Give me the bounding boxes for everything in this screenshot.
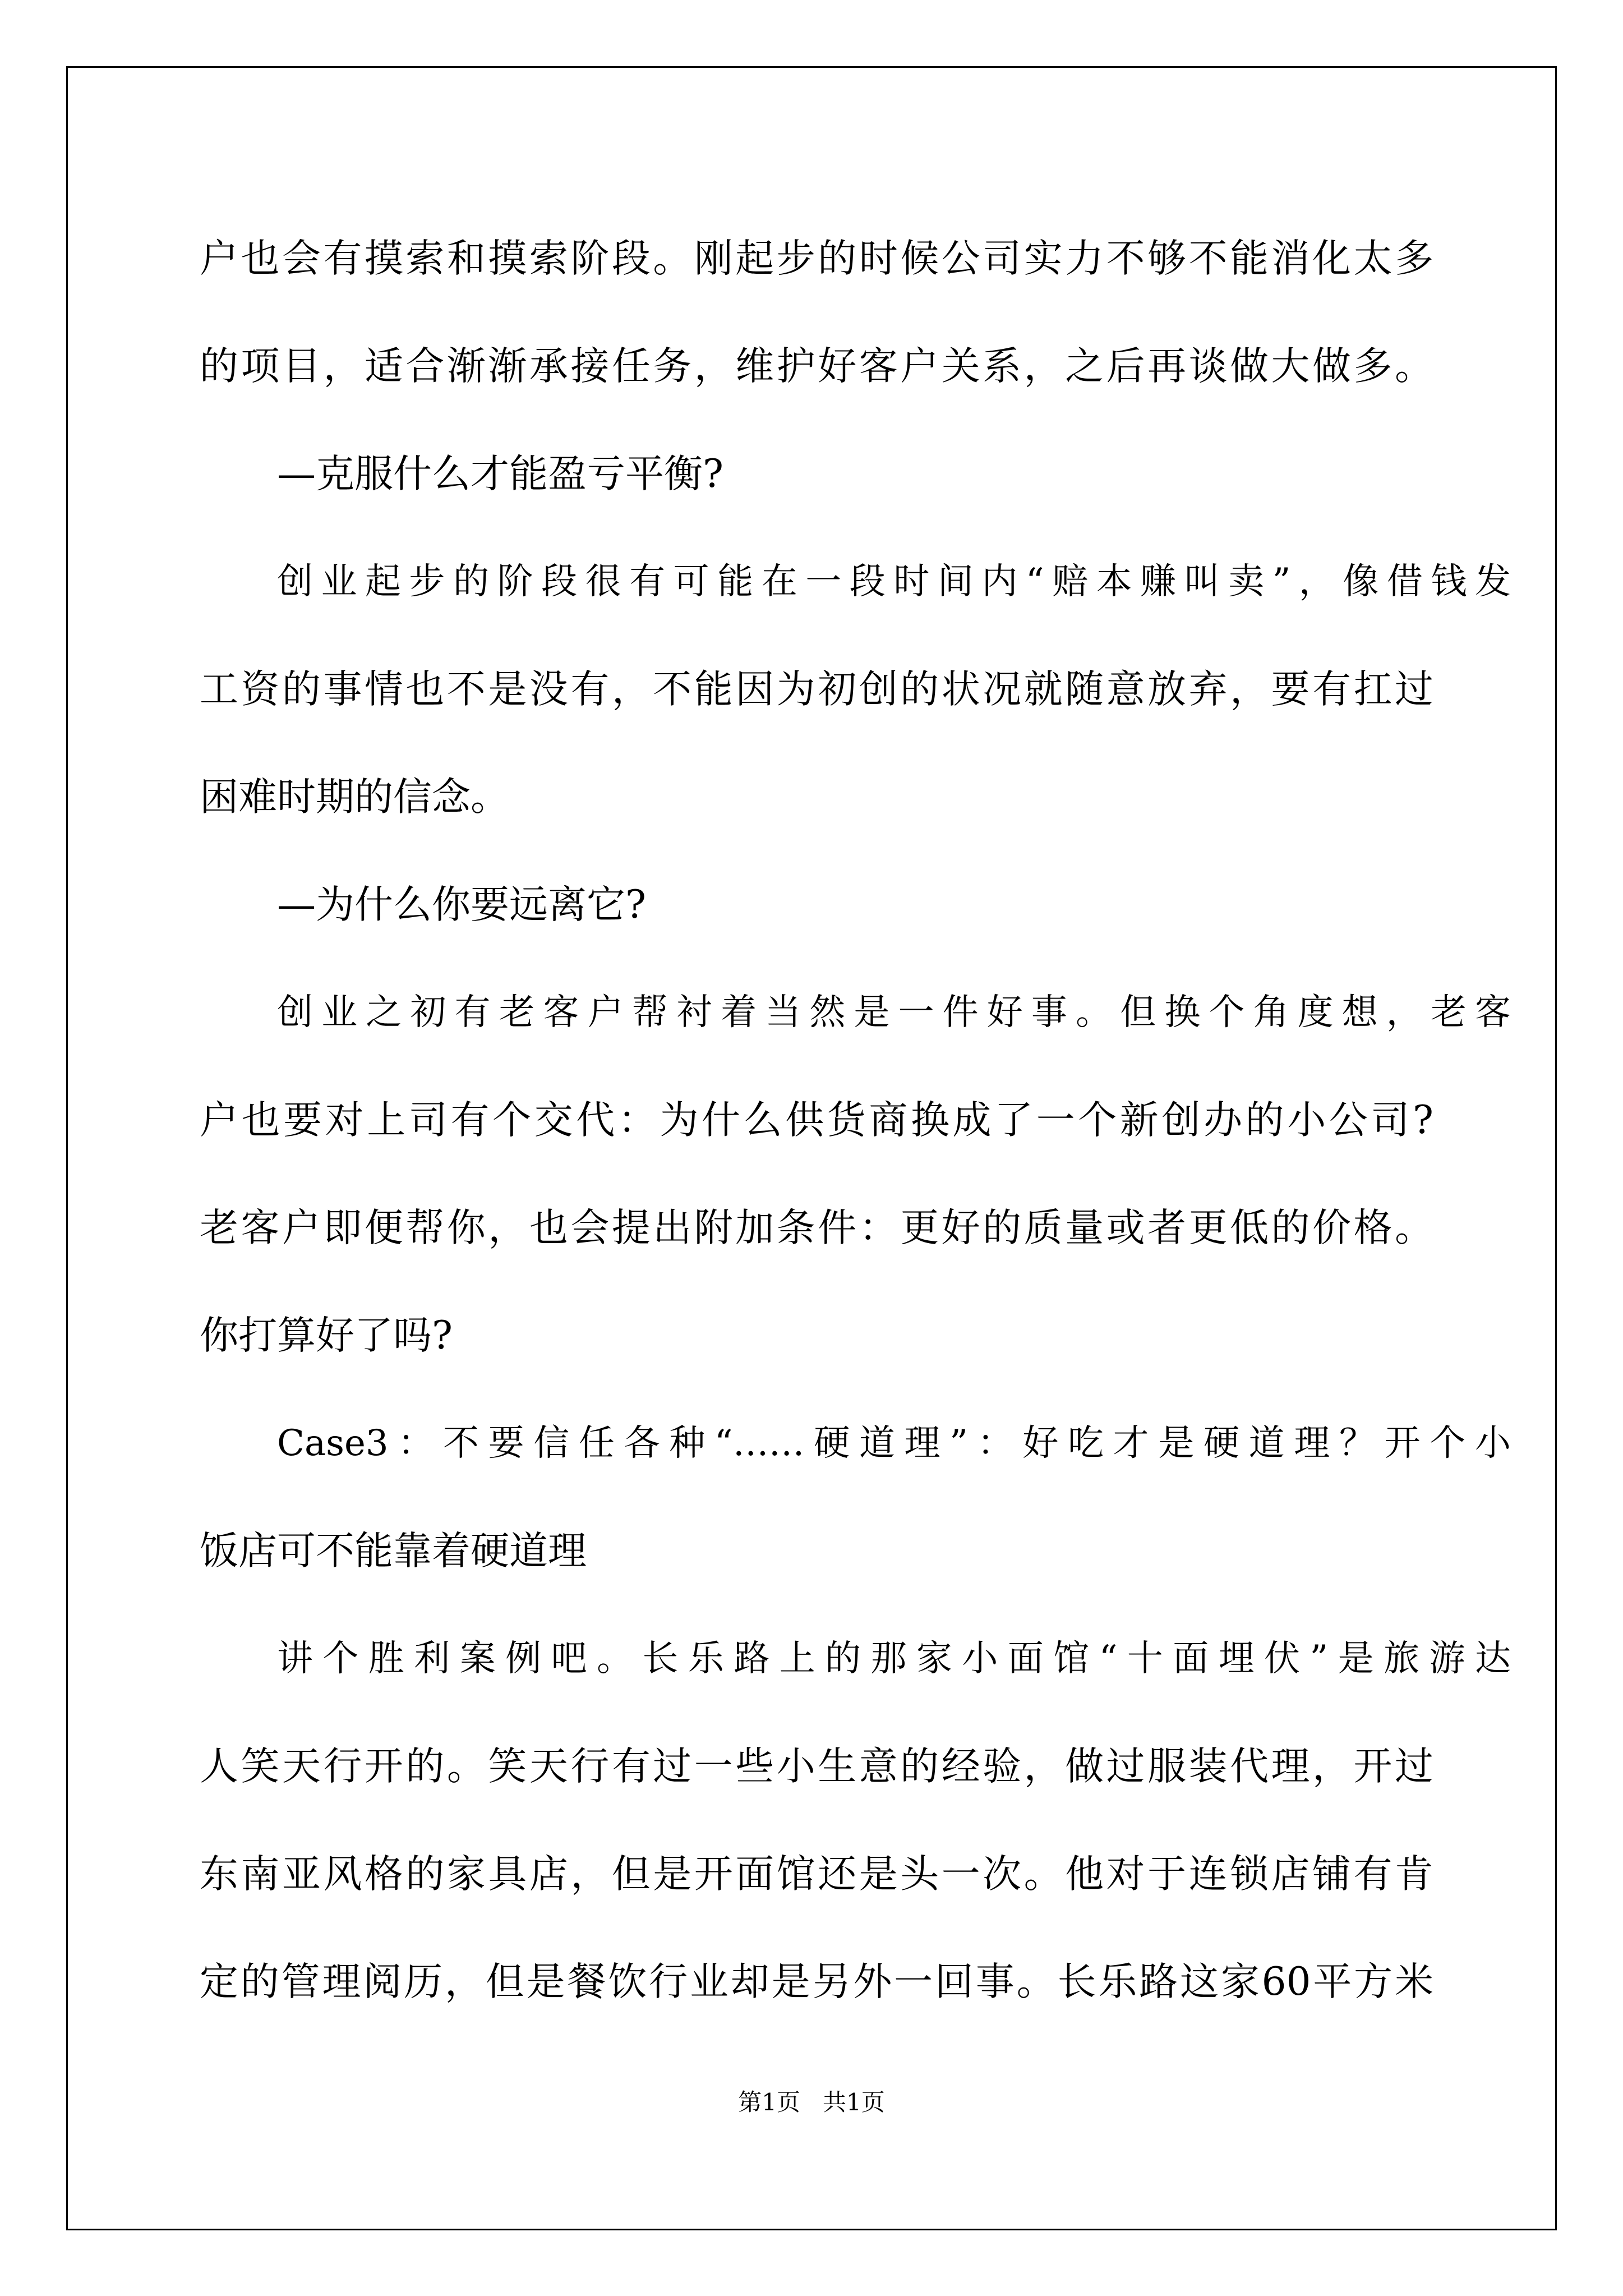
text-line: 人笑天行开的。笑天行有过一些小生意的经验，做过服装代理，开过 — [200, 1744, 1433, 1789]
text-line: 老客户即便帮你，也会提出附加条件：更好的质量或者更低的价格。 — [200, 1205, 1433, 1250]
text-line: 讲个胜利案例吧。长乐路上的那家小面馆“十面埋伏”是旅游达 — [277, 1638, 1511, 1680]
text-line: 创业之初有老客户帮衬着当然是一件好事。但换个角度想，老客 — [277, 992, 1511, 1033]
text-line: 工资的事情也不是没有，不能因为初创的状况就随意放弃，要有扛过 — [200, 667, 1433, 712]
text-line: Case3：不要信任各种“……硬道理”：好吃才是硬道理？开个小 — [277, 1423, 1511, 1464]
document-body — [200, 205, 1511, 2036]
text-line: 户也会有摸索和摸索阶段。刚起步的时候公司实力不够不能消化太多 — [200, 236, 1433, 281]
text-line: 户也要对上司有个交代：为什么供货商换成了一个新创办的小公司? — [200, 1098, 1433, 1143]
text-line: —为什么你要远离它? — [277, 882, 646, 927]
text-line: 你打算好了吗? — [200, 1313, 453, 1358]
text-line: 东南亚风格的家具店，但是开面馆还是头一次。他对于连锁店铺有肯 — [200, 1852, 1433, 1897]
text-line: —克服什么才能盈亏平衡? — [277, 452, 723, 496]
text-line: 饭店可不能靠着硬道理 — [200, 1529, 587, 1573]
text-line: 的项目，适合渐渐承接任务，维护好客户关系，之后再谈做大做多。 — [200, 344, 1433, 389]
text-line: 创业起步的阶段很有可能在一段时间内“赔本赚叫卖”，像借钱发 — [277, 561, 1511, 602]
page-footer: 第1页 共1页 — [738, 2088, 885, 2116]
text-line: 定的管理阅历，但是餐饮行业却是另外一回事。长乐路这家60平方米 — [200, 1959, 1433, 2004]
text-line: 困难时期的信念。 — [200, 775, 509, 820]
